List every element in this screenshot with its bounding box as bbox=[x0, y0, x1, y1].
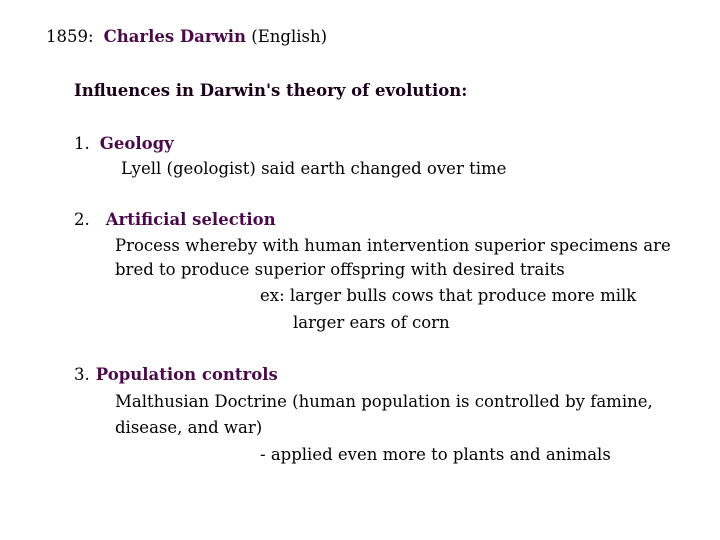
item-3-heading bbox=[74, 364, 278, 386]
header-nationality: (English) bbox=[251, 27, 328, 46]
item-1-heading bbox=[74, 133, 174, 155]
item-3-line-2: disease, and war) bbox=[115, 418, 263, 437]
item-1-number: 1. bbox=[74, 134, 90, 153]
item-3-number: 3. bbox=[74, 365, 90, 384]
header-name: Charles Darwin bbox=[103, 27, 247, 46]
header-line bbox=[46, 26, 327, 48]
item-2-title: Artificial selection bbox=[105, 210, 276, 229]
item-2-number: 2. bbox=[74, 210, 90, 229]
item-1-title: Geology bbox=[99, 134, 174, 153]
intro-heading: Influences in Darwin's theory of evolution: bbox=[74, 81, 468, 100]
header-year: 1859: bbox=[46, 27, 94, 46]
item-3-line-1: Malthusian Doctrine (human population is controlled by famine, bbox=[115, 392, 653, 411]
item-3-line-3: - applied even more to plants and animals bbox=[260, 445, 611, 464]
item-2-line-1: Process whereby with human intervention superior specimens are bbox=[115, 236, 671, 255]
item-3-title: Population controls bbox=[95, 365, 278, 384]
item-2-heading bbox=[74, 209, 276, 231]
item-2-line-2: bred to produce superior offspring with desired traits bbox=[115, 260, 565, 279]
item-2-line-4: larger ears of corn bbox=[293, 313, 450, 332]
item-2-line-3: ex: larger bulls cows that produce more milk bbox=[260, 286, 637, 305]
item-1-line-1: Lyell (geologist) said earth changed over time bbox=[121, 159, 507, 178]
